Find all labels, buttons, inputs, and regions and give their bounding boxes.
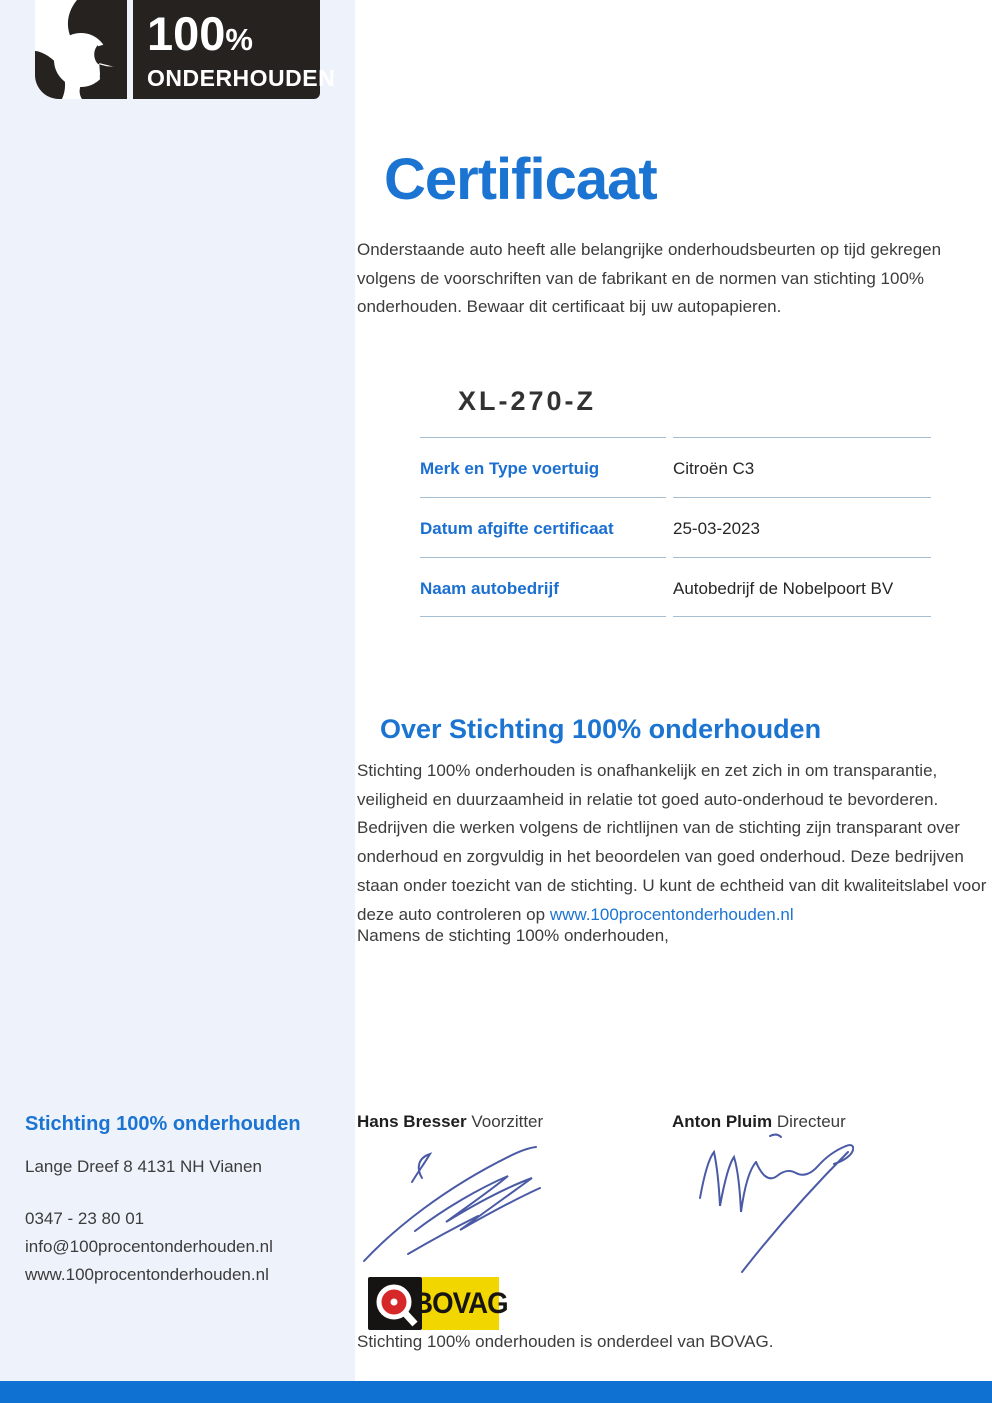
row-label: Datum afgifte certificaat [420,497,666,557]
signatory-2-name: Anton Pluim [672,1112,773,1131]
signature-2-image [686,1126,854,1278]
brand-wordmark [133,0,336,99]
website-link[interactable]: www.100procentonderhouden.nl [549,904,794,924]
closing-line: Namens de stichting 100% onderhouden, [357,926,669,945]
page-title: Certificaat [384,147,657,212]
brand-logo [35,0,336,99]
about-paragraph [357,757,991,929]
bovag-logo [368,1277,508,1330]
row-value: 25-03-2023 [673,497,931,557]
table-row [420,497,931,557]
signature-1-image [360,1136,570,1268]
signatory-1-name: Hans Bresser [357,1112,467,1131]
signatory-1 [357,1112,543,1132]
signatory-1-role: Voorzitter [466,1112,544,1131]
contact-address: Lange Dreef 8 4131 NH Vianen [25,1157,262,1176]
table-row [420,557,931,617]
contact-website: www.100procentonderhouden.nl [25,1265,269,1284]
about-heading: Over Stichting 100% onderhouden [380,714,822,744]
vehicle-table [420,437,931,617]
contact-org: Stichting 100% onderhouden [25,1113,301,1135]
wrench-icon [35,0,127,99]
row-value: Citroën C3 [673,437,931,497]
signatory-2-role: Directeur [772,1112,846,1131]
contact-email: info@100procentonderhouden.nl [25,1237,273,1256]
bovag-word: BOVAG [413,1286,508,1320]
row-value: Autobedrijf de Nobelpoort BV [673,557,931,617]
license-plate: XL-270-Z [458,386,597,416]
contact-phone: 0347 - 23 80 01 [25,1209,145,1228]
table-row [420,437,931,497]
row-label: Merk en Type voertuig [420,437,666,497]
brand-word: ONDERHOUDEN [147,65,336,91]
about-body: Stichting 100% onderhouden is onafhankelijk en zet zich in om transparantie, veiligheid en duurzaamheid in relatie tot goed auto-onderhoud te bevorderen. Bedrijven die werken volgens de richtlijnen van de stichting zijn transparant over onderhoud en zorgvuldig in het beoordelen van goed onderhoud. Deze bedrijven staan onder toezicht van de stichting. U kunt de echtheid van dit kwaliteitslabel voor deze auto controleren op [357,761,987,924]
bovag-caption: Stichting 100% onderhouden is onderdeel van BOVAG. [357,1332,774,1351]
bovag-wordmark [413,1277,508,1330]
row-label: Naam autobedrijf [420,557,666,617]
brand-100-percent: 100% [147,7,253,60]
footer-bar [0,1381,992,1403]
intro-paragraph: Onderstaande auto heeft alle belangrijke onderhoudsbeurten op tijd gekregen volgens de voorschriften van de fabrikant en de normen van stichting 100% onderhouden. Bewaar dit certificaat bij uw autopapieren. [357,240,942,317]
